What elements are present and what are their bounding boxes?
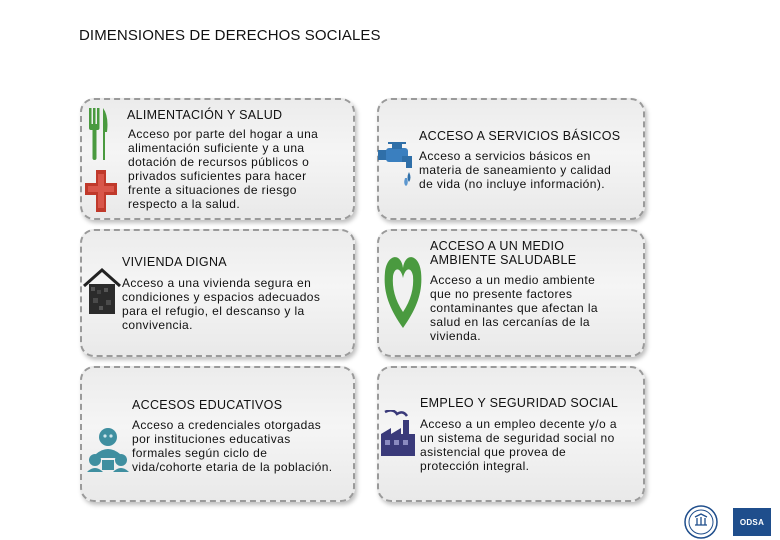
house-icon (82, 266, 122, 318)
card-vivienda-heading: VIVIENDA DIGNA (122, 255, 227, 269)
factory-icon (379, 410, 417, 458)
card-servicios-heading: ACCESO A SERVICIOS BÁSICOS (419, 129, 621, 143)
description-line: Acceso a servicios básicos en (419, 149, 591, 163)
heading-line: ACCESO A UN MEDIO (430, 239, 565, 253)
card-educativos-heading: ACCESOS EDUCATIVOS (132, 398, 283, 412)
green-heart-icon (383, 248, 423, 332)
card-alimentacion-heading: ALIMENTACIÓN Y SALUD (127, 108, 283, 122)
description-line: un sistema de seguridad social no (420, 431, 615, 445)
card-vivienda-description (122, 276, 320, 332)
students-icon (86, 426, 130, 472)
description-line: salud en las cercanías de la (430, 315, 590, 329)
description-line: Acceso por parte del hogar a una (128, 127, 319, 141)
description-line: de vida (no incluye información). (419, 177, 605, 191)
odsa-logo: ODSA (733, 508, 771, 536)
description-line: Acceso a credenciales otorgadas (132, 418, 322, 432)
description-line: Acceso a un empleo decente y/o a (420, 417, 617, 431)
description-line: dotación de recursos públicos o (128, 155, 310, 169)
page-title: DIMENSIONES DE DERECHOS SOCIALES (79, 27, 381, 44)
card-medio-description (430, 273, 598, 343)
description-line: alimentación suficiente y a una (128, 141, 305, 155)
description-line: Acceso a un medio ambiente (430, 273, 596, 287)
description-line: para el refugio, el descanso y la (122, 304, 305, 318)
card-medio-heading (430, 239, 576, 267)
university-seal-icon (684, 505, 718, 539)
description-line: que no presente factores (430, 287, 573, 301)
card-alimentacion-description (128, 127, 318, 211)
water-faucet-icon (378, 142, 418, 188)
description-line: vivienda. (430, 329, 481, 343)
description-line: formales según ciclo de (132, 446, 268, 460)
description-line: asistencial que provea de (420, 445, 567, 459)
fork-knife-icon (86, 106, 110, 162)
description-line: privados suficientes para hacer (128, 169, 307, 183)
health-cross-icon (84, 168, 118, 214)
card-empleo-description (420, 417, 617, 473)
description-line: contaminantes que afectan la (430, 301, 598, 315)
description-line: convivencia. (122, 318, 193, 332)
description-line: condiciones y espacios adecuados (122, 290, 321, 304)
description-line: protección integral. (420, 459, 530, 473)
heading-line: AMBIENTE SALUDABLE (430, 253, 577, 267)
card-servicios-description (419, 149, 611, 191)
card-empleo-heading: EMPLEO Y SEGURIDAD SOCIAL (420, 396, 619, 410)
description-line: por instituciones educativas (132, 432, 291, 446)
card-educativos-description (132, 418, 333, 474)
description-line: vida/cohorte etaria de la población. (132, 460, 333, 474)
description-line: Acceso a una vivienda segura en (122, 276, 312, 290)
description-line: materia de saneamiento y calidad (419, 163, 612, 177)
description-line: respecto a la salud. (128, 197, 241, 211)
description-line: frente a situaciones de riesgo (128, 183, 297, 197)
